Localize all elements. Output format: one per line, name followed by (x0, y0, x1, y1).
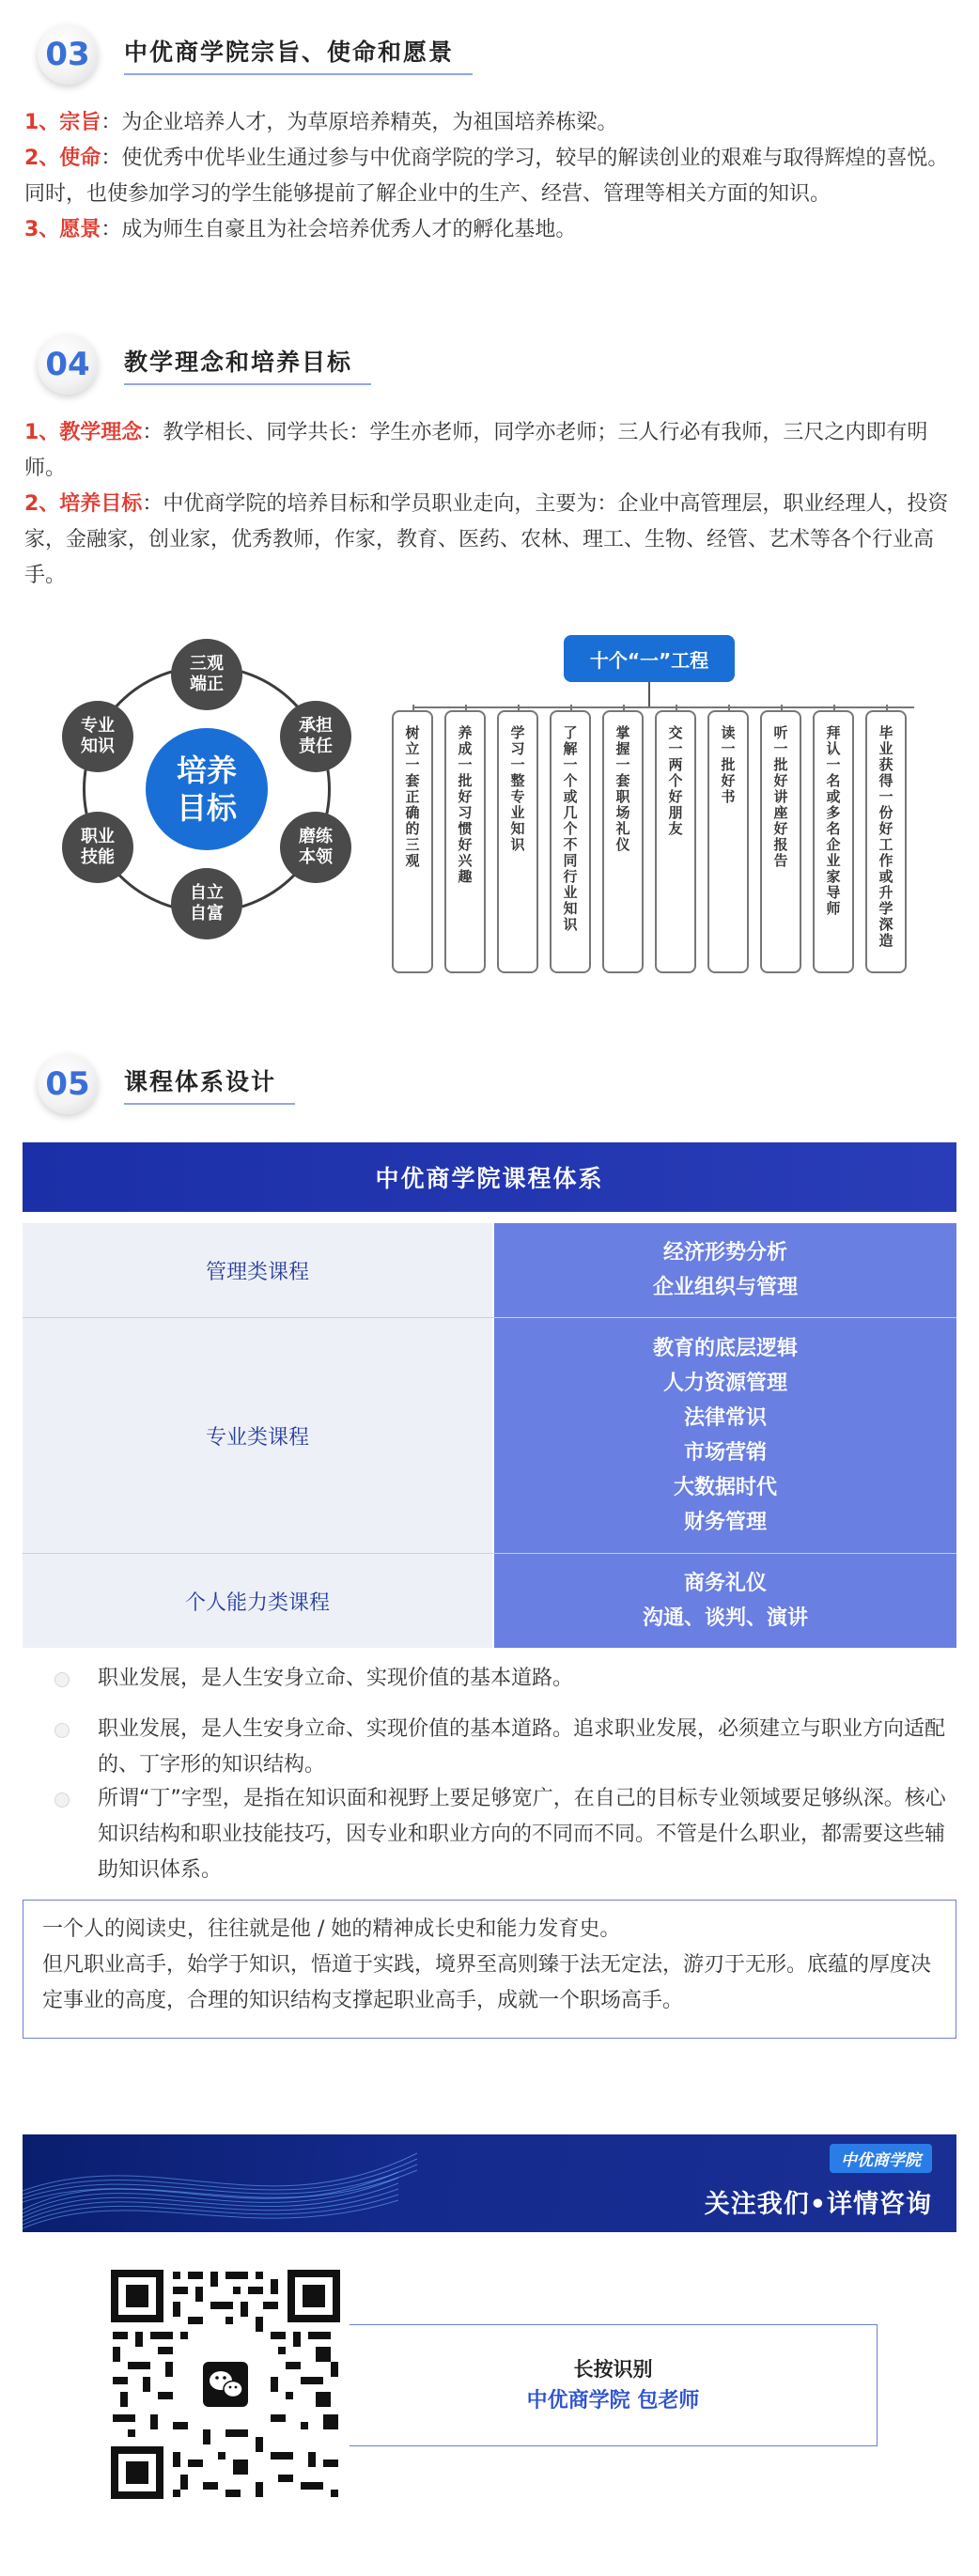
project-card: 拜认一名或多名企业家导师 (813, 710, 854, 973)
bullet-dot (54, 1672, 70, 1687)
course-row (23, 1223, 956, 1317)
ten-projects-title: 十个“一”工程 (564, 635, 735, 682)
section-05-header (38, 1054, 295, 1114)
section-04-body (24, 415, 955, 594)
project-card: 养成一批好习惯好兴趣 (444, 710, 486, 973)
section-title: 课程体系设计 (124, 1063, 295, 1105)
course-list: 经济形势分析 企业组织与管理 (494, 1223, 956, 1317)
course-row (23, 1553, 956, 1648)
section-number-badge: 03 (38, 24, 98, 85)
project-card: 毕业获得一份好工作或升学深造 (865, 710, 907, 973)
course-category: 专业类课程 (23, 1318, 494, 1553)
training-goal-diagram (56, 639, 357, 939)
teaching-item: 1、教学理念：教学相长、同学共长：学生亦老师，同学亦老师；三人行必有我师，三尺之内即有明师。 (24, 421, 928, 480)
teaching-item: 2、培养目标：中优商学院的培养目标和学员职业走向，主要为：企业中高管理层，职业经理人，投资家，金融家，创业家，优秀教师，作家，教育、医药、农林、理工、生物、经管、艺术等各个行业高手。 (24, 492, 949, 587)
section-title: 中优商学院宗旨、使命和愿景 (124, 34, 473, 75)
bullet-item: 所谓“丁”字型，是指在知识面和视野上要足够宽广，在自己的目标专业领域要足够纵深。核心知识结构和职业技能技巧，因专业和职业方向的不同而不同。不管是什么职业，都需要这些辅助知识体系。 (45, 1781, 956, 1888)
follow-cta: 关注我们•详情咨询 (704, 2190, 932, 2219)
project-card: 了解一个或几个不同行业知识 (550, 710, 591, 973)
course-row (23, 1317, 956, 1553)
section-title: 教学理念和培养目标 (124, 344, 371, 385)
goal-node: 职业技能 (62, 812, 133, 883)
goal-center: 培养目标 (146, 728, 268, 850)
goal-node: 专业知识 (62, 701, 133, 772)
connector-bar (412, 706, 914, 708)
scan-hint: 长按识别 (573, 2358, 653, 2381)
contact-name: 中优商学院 包老师 (526, 2389, 700, 2413)
bullet-dot (54, 1792, 70, 1808)
mission-item: 1、宗旨：为企业培养人才，为草原培养精英，为祖国培养栋梁。 (24, 111, 618, 134)
section-number-badge: 04 (38, 334, 98, 395)
course-category: 个人能力类课程 (23, 1554, 494, 1648)
project-card: 听一批好讲座好报告 (760, 710, 801, 973)
qr-code[interactable] (105, 2264, 346, 2505)
mission-item: 2、使命：使优秀中优毕业生通过参与中优商学院的学习，较早的解读创业的艰难与取得辉煌的喜悦。同时，也使参加学习的学生能够提前了解企业中的生产、经营、管理等相关方面的知识。 (24, 147, 949, 206)
brand-tag: 中优商学院 (830, 2144, 932, 2173)
mission-item: 3、愿景：成为师生自豪且为社会培养优秀人才的孵化基地。 (24, 218, 577, 241)
bullet-dot (54, 1723, 70, 1738)
course-category: 管理类课程 (23, 1223, 494, 1317)
goal-node: 三观端正 (171, 639, 242, 710)
project-card: 读一批好书 (707, 710, 749, 973)
course-table-title: 中优商学院课程体系 (23, 1142, 956, 1223)
bullet-item: 职业发展，是人生安身立命、实现价值的基本道路。追求职业发展，必须建立与职业方向适配的、丁字形的知识结构。 (45, 1712, 956, 1783)
project-card: 掌握一套职场礼仪 (602, 710, 644, 973)
follow-banner (23, 2134, 956, 2232)
goal-node: 承担责任 (280, 701, 351, 772)
quote-box: 一个人的阅读史，往往就是他 / 她的精神成长史和能力发育史。 但凡职业高手，始学于知识，悟道于实践，境界至高则臻于法无定法，游刃于无形。底蕴的厚度决定事业的高度，合理的知识结构支撑起职业高手，成就一个职场高手。 (23, 1900, 956, 2039)
course-list: 商务礼仪 沟通、谈判、演讲 (494, 1554, 956, 1648)
contact-box (350, 2324, 878, 2446)
bullet-item: 职业发展，是人生安身立命、实现价值的基本道路。 (45, 1661, 956, 1697)
goal-node: 自立自富 (171, 868, 242, 939)
connector-line (648, 682, 650, 706)
section-04-header (38, 334, 371, 395)
course-list: 教育的底层逻辑 人力资源管理 法律常识 市场营销 大数据时代 财务管理 (494, 1318, 956, 1553)
project-card: 交一两个好朋友 (655, 710, 696, 973)
goal-node: 磨练本领 (280, 812, 351, 883)
course-table (23, 1142, 956, 1648)
section-03-body (24, 105, 955, 248)
section-03-header (38, 24, 473, 85)
section-number-badge: 05 (38, 1054, 98, 1114)
project-card: 学习一整专业知识 (497, 710, 538, 973)
project-card: 树立一套正确的三观 (392, 710, 433, 973)
